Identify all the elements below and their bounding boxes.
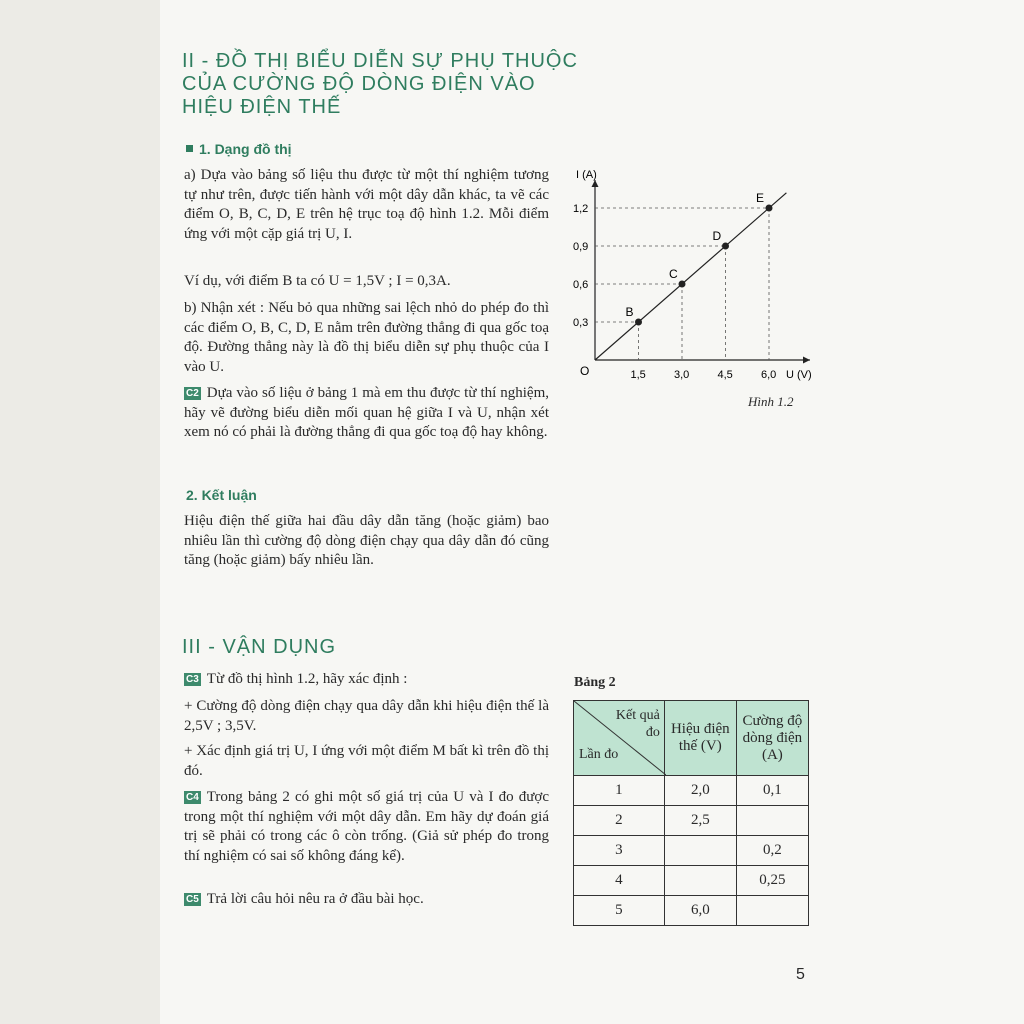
cell-current xyxy=(736,806,808,836)
section-title-line-3: HIỆU ĐIỆN THẾ xyxy=(182,96,342,118)
data-point-e xyxy=(766,204,773,211)
subheading-2: 2. Kết luận xyxy=(186,487,257,503)
c2-tag: C2 xyxy=(186,388,199,399)
c5-text: Trả lời câu hỏi nêu ra ở đầu bài học. xyxy=(206,891,424,907)
data-table xyxy=(573,700,809,926)
question-c4 xyxy=(184,788,549,866)
conclusion-text: Hiệu điện thế giữa hai đầu dây dẫn tăng (hoặc giảm) bao nhiêu lần thì cường độ dòng điện chạy qua dây dẫn đó cũng tăng (hoặc giảm) bấy nhiêu lần. xyxy=(184,513,549,569)
table-title: Bảng 2 xyxy=(574,675,616,690)
cell-trial: 3 xyxy=(574,836,665,866)
table-header-row xyxy=(574,701,809,776)
c2-text: Dựa vào số liệu ở bảng 1 mà em thu được từ thí nghiệm, hãy vẽ đường biểu diễn mối quan hệ giữa I và U, nhận xét xem nó có phải là đường thẳng đi qua gốc toạ độ hay không. xyxy=(184,385,549,441)
origin-label: O xyxy=(580,364,590,378)
figure-caption: Hình 1.2 xyxy=(748,394,794,409)
section-title-line-1: II - ĐỒ THỊ BIỂU DIỄN SỰ PHỤ THUỘC xyxy=(182,50,578,72)
book-spine-shadow xyxy=(0,0,160,1024)
point-label-d: D xyxy=(712,228,722,243)
cell-current: 0,1 xyxy=(736,776,808,806)
c4-tag: C4 xyxy=(186,792,199,803)
x-axis-label: U (V) xyxy=(786,369,812,381)
cell-trial: 2 xyxy=(574,806,665,836)
cell-voltage: 2,0 xyxy=(664,776,736,806)
x-tick-label: 6,0 xyxy=(761,369,777,381)
c3-item-b: + Xác định giá trị U, I ứng với một điểm M bất kì trên đồ thị đó. xyxy=(184,743,549,779)
c5-tag: C5 xyxy=(186,894,199,905)
question-c2 xyxy=(184,384,549,443)
data-point-b xyxy=(635,318,642,325)
header-result: Kết quả đo xyxy=(615,708,660,740)
y-tick-label: 1,2 xyxy=(573,202,589,215)
section-3-title: III - VẬN DỤNG xyxy=(182,636,337,658)
c3-tag: C3 xyxy=(186,674,199,685)
figure-1-2-chart xyxy=(560,160,825,420)
bullet-square-icon xyxy=(186,145,193,152)
data-point-d xyxy=(722,242,729,249)
cell-current xyxy=(736,896,808,926)
x-tick-label: 4,5 xyxy=(717,369,733,381)
x-tick-label: 1,5 xyxy=(630,369,646,381)
table-row xyxy=(574,866,809,896)
header-current: Cường độ dòng điện (A) xyxy=(736,701,808,776)
cell-current: 0,2 xyxy=(736,836,808,866)
y-tick-label: 0,9 xyxy=(573,240,589,253)
cell-current: 0,25 xyxy=(736,866,808,896)
table-row xyxy=(574,776,809,806)
page-number: 5 xyxy=(796,966,805,983)
point-label-b: B xyxy=(625,304,634,319)
table-row xyxy=(574,806,809,836)
x-tick-label: 3,0 xyxy=(674,369,690,381)
c3-text: Từ đồ thị hình 1.2, hãy xác định : xyxy=(206,671,408,687)
y-axis-label: I (A) xyxy=(576,169,597,181)
paragraph-b: b) Nhận xét : Nếu bỏ qua những sai lệch nhỏ do phép đo thì các điểm O, B, C, D, E nằm trên đường thẳng đi qua gốc toạ độ. Đường thẳng này là đồ thị biểu diễn sự phụ thuộc của I vào U. xyxy=(184,300,549,375)
y-tick-label: 0,6 xyxy=(573,278,589,291)
diagonal-header-cell xyxy=(574,701,665,776)
subheading-1: 1. Dạng đồ thị xyxy=(186,141,292,157)
c4-text: Trong bảng 2 có ghi một số giá trị của U và I đo được trong một thí nghiệm với một dây dẫn. Em hãy dự đoán giá trị sẽ phải có trong các ô còn trống. (Giả sử phép đo trong thí nghiệm có sai số không đáng kể). xyxy=(184,789,549,864)
c3-item-a: + Cường độ dòng điện chạy qua dây dẫn khi hiệu điện thế là 2,5V ; 3,5V. xyxy=(184,698,549,734)
table-row xyxy=(574,896,809,926)
section-title-line-2: CỦA CƯỜNG ĐỘ DÒNG ĐIỆN VÀO xyxy=(182,73,536,95)
data-point-c xyxy=(679,280,686,287)
cell-trial: 4 xyxy=(574,866,665,896)
cell-voltage xyxy=(664,866,736,896)
question-c3 xyxy=(184,670,549,690)
cell-voltage xyxy=(664,836,736,866)
paragraph-example: Ví dụ, với điểm B ta có U = 1,5V ; I = 0,3A. xyxy=(184,273,451,289)
question-c5 xyxy=(184,890,549,910)
point-label-c: C xyxy=(669,266,678,281)
cell-trial: 5 xyxy=(574,896,665,926)
header-trial: Lần đo xyxy=(579,747,619,762)
series-line xyxy=(595,190,786,360)
table-row xyxy=(574,836,809,866)
cell-trial: 1 xyxy=(574,776,665,806)
header-voltage: Hiệu điện thế (V) xyxy=(664,701,736,776)
cell-voltage: 2,5 xyxy=(664,806,736,836)
paragraph-a: a) Dựa vào bảng số liệu thu được từ một thí nghiệm tương tự như trên, được tiến hành với một dây dẫn khác, ta vẽ các điểm O, B, C, D, E trên hệ trục toạ độ hình 1.2. Mỗi điểm ứng với một cặp giá trị U, I. xyxy=(184,167,549,242)
cell-voltage: 6,0 xyxy=(664,896,736,926)
y-tick-label: 0,3 xyxy=(573,316,589,329)
point-label-e: E xyxy=(756,190,765,205)
